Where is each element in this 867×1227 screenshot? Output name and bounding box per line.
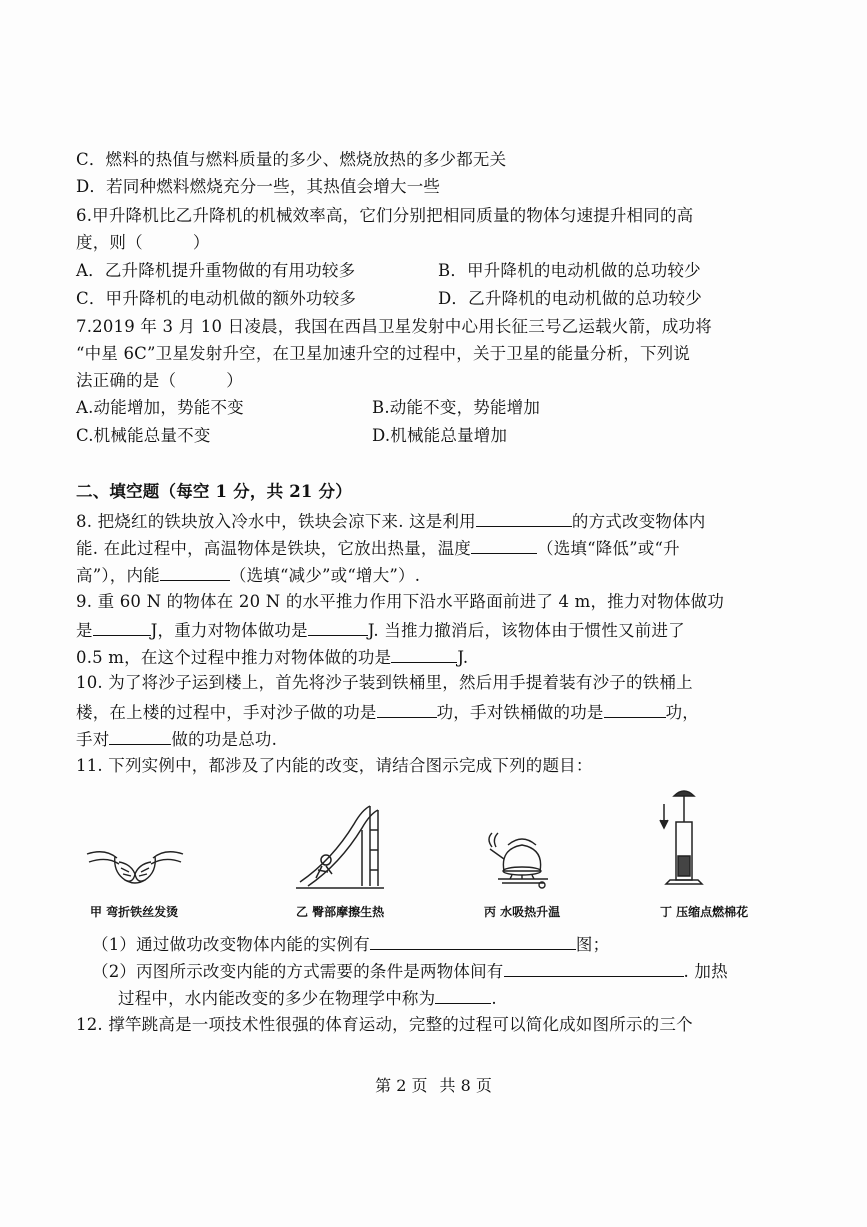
q7-option-b: B.动能不变，势能增加	[372, 398, 541, 417]
q6-option-d: D．乙升降机的电动机做的总功较少	[438, 289, 702, 308]
q8-blank-2[interactable]	[471, 536, 537, 554]
q9-line2: 是 J，重力对物体做功是 J. 当推力撤消后，该物体由于惯性又前进了	[76, 618, 685, 642]
q9-blank-3[interactable]	[391, 645, 457, 663]
q6-stem-line2: 度，则（ ）	[76, 233, 210, 252]
q11-sub2-cont: 过程中，水内能改变的多少在物理学中称为 .	[118, 986, 497, 1010]
section-fill-in-heading: 二、填空题（每空 1 分，共 21 分）	[76, 482, 352, 501]
q8-blank-1[interactable]	[476, 509, 572, 527]
q5-option-d: D．若同种燃料燃烧充分一些，其热值会增大一些	[76, 177, 441, 196]
slide-friction-figure	[292, 800, 392, 892]
kettle-heating-figure	[478, 825, 568, 895]
figure-caption-jia: 甲 弯折铁丝发烫	[90, 905, 179, 919]
q11-stem: 11. 下列实例中，都涉及了内能的改变，请结合图示完成下列的题目：	[76, 756, 593, 775]
compression-cylinder-figure	[658, 786, 708, 892]
q9-blank-1[interactable]	[93, 618, 151, 636]
q9-line1: 9. 重 60 N 的物体在 20 N 的水平推力作用下沿水平路面前进了 4 m，推力对物体做功	[76, 592, 725, 611]
q6-option-a: A．乙升降机提升重物做的有用功较多	[76, 261, 356, 280]
q7-stem-line2: “中星 6C”卫星发射升空，在卫星加速升空的过程中，关于卫星的能量分析，下列说	[76, 344, 691, 363]
q10-line1: 10. 为了将沙子运到楼上，首先将沙子装到铁桶里，然后用手提着装有沙子的铁桶上	[76, 673, 693, 692]
q9-blank-2[interactable]	[308, 618, 368, 636]
q10-line3: 手对 做的功是总功.	[76, 727, 277, 751]
q10-blank-1[interactable]	[377, 700, 437, 718]
q8-line2: 能. 在此过程中，高温物体是铁块，它放出热量，温度 （选填“降低”或“升	[76, 536, 680, 560]
q8-line3: 高”），内能 （选填“减少”或“增大”）.	[76, 563, 420, 587]
q6-options-ab	[76, 260, 355, 282]
q11-sub2: （2）丙图所示改变内能的方式需要的条件是两物体间有 . 加热	[92, 959, 728, 983]
q10-line2: 楼，在上楼的过程中，手对沙子做的功是 功，手对铁桶做的功是 功，	[76, 700, 699, 724]
page-total: 共 8 页	[439, 1076, 492, 1095]
q8-line1: 8. 把烧红的铁块放入冷水中，铁块会凉下来. 这是利用 的方式改变物体内	[76, 509, 706, 533]
figure-caption-ding: 丁 压缩点燃棉花	[660, 905, 749, 919]
bending-wire-hands-figure	[85, 828, 185, 898]
q7-option-c: C.机械能总量不变	[76, 426, 211, 445]
q10-blank-3[interactable]	[109, 727, 171, 745]
page-footer	[0, 1073, 867, 1096]
q7-option-d: D.机械能总量增加	[372, 426, 508, 445]
q10-blank-2[interactable]	[604, 700, 666, 718]
q8-blank-3[interactable]	[160, 563, 230, 581]
q6-option-b: B．甲升降机的电动机做的总功较少	[438, 261, 701, 280]
figure-caption-yi: 乙 臀部摩擦生热	[296, 905, 385, 919]
q6-stem-line1: 6.甲升降机比乙升降机的机械效率高，它们分别把相同质量的物体匀速提升相同的高	[76, 206, 694, 225]
q6-option-c: C．甲升降机的电动机做的额外功较多	[76, 289, 357, 308]
figure-caption-bing: 丙 水吸热升温	[484, 905, 561, 919]
q5-option-c: C．燃料的热值与燃料质量的多少、燃烧放热的多少都无关	[76, 150, 507, 169]
q12-stem: 12. 撑竿跳高是一项技术性很强的体育运动，完整的过程可以简化成如图所示的三个	[76, 1015, 693, 1034]
q7-stem-line3: 法正确的是（ ）	[76, 371, 243, 390]
page-number: 第 2 页	[375, 1076, 428, 1095]
q9-line3: 0.5 m，在这个过程中推力对物体做的功是 J.	[76, 645, 468, 669]
q11-blank-1[interactable]	[370, 932, 576, 950]
q11-blank-3[interactable]	[435, 986, 491, 1004]
q11-blank-2[interactable]	[504, 959, 684, 977]
q11-sub1: （1）通过做功改变物体内能的实例有 图；	[92, 932, 609, 956]
q7-stem-line1: 7.2019 年 3 月 10 日凌晨，我国在西昌卫星发射中心用长征三号乙运载火箭，成功将	[76, 317, 712, 336]
q7-option-a: A.动能增加，势能不变	[76, 398, 244, 417]
